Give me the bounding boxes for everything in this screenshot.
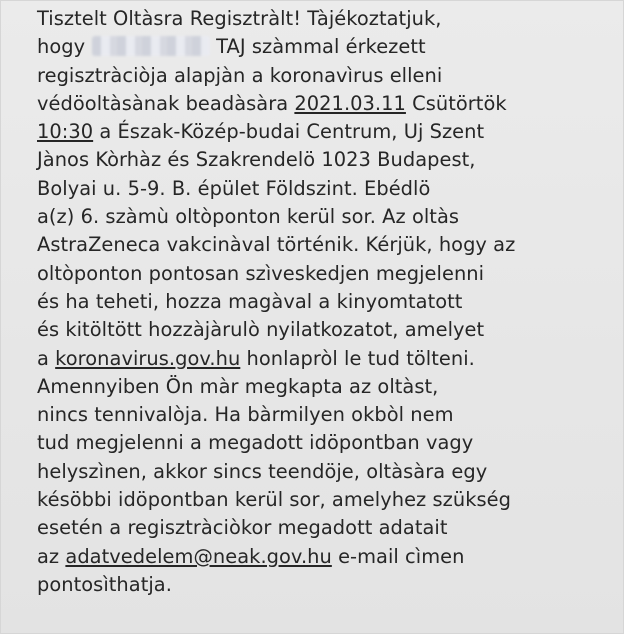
message-line-17: helyszìnen, akkor sincs teendöje, oltàsàra egy	[37, 459, 488, 483]
message-line-1: Tisztelt Oltàsra Regisztràlt! Tàjékoztatjuk,	[37, 7, 442, 30]
message-line-6: Jànos Kòrhàz és Szakrendelö 1023 Budapest,	[37, 148, 476, 172]
message-line-3: regisztràciòja alapjàn a koronavìrus elleni	[37, 63, 443, 87]
email-link[interactable]: adatvedelem@neak.gov.hu	[65, 544, 332, 568]
message-line-18: késöbbi idöpontban kerül sor, amelyhez szükség	[37, 488, 511, 512]
message-line-2: hogy TAJ szàmmal érkezett	[37, 35, 426, 59]
message-line-21: pontosìthatja.	[37, 572, 172, 596]
message-line-7: Bolyai u. 5-9. B. épület Földszint. Ebédlö	[37, 176, 431, 200]
message-line-15: nincs tennivalòja. Ha bàrmilyen okbòl nem	[37, 403, 454, 427]
message-line-13: a koronavirus.gov.hu honlapròl le tud tölteni.	[37, 346, 475, 370]
message-line-20: az adatvedelem@neak.gov.hu e-mail cìmen	[37, 544, 465, 568]
message-line-4: védöoltàsànak beadàsàra 2021.03.11 Csütörtök	[37, 91, 507, 115]
sms-message-body	[37, 5, 617, 599]
website-link[interactable]: koronavirus.gov.hu	[55, 346, 241, 370]
message-line-19: esetén a regisztràciòkor megadott adatait	[37, 516, 448, 540]
message-line-12: és kitöltött hozzàjàrulò nyilatkozatot, amelyet	[37, 318, 485, 342]
appointment-date-link[interactable]: 2021.03.11	[294, 91, 406, 115]
redacted-taj-number	[92, 36, 210, 56]
message-line-14: Amennyiben Ön màr megkapta az oltàst,	[37, 374, 439, 398]
message-line-5: 10:30 a Észak-Közép-budai Centrum, Uj Szent	[37, 120, 485, 144]
appointment-time-link[interactable]: 10:30	[37, 120, 94, 144]
message-line-11: és ha teheti, hozza magàval a kinyomtatott	[37, 289, 463, 313]
message-line-16: tud megjelenni a megadott idöpontban vagy	[37, 431, 474, 455]
message-line-9: AstraZeneca vakcinàval történik. Kérjük, hogy az	[37, 233, 516, 257]
message-line-10: oltòponton pontosan szìveskedjen megjelenni	[37, 261, 485, 285]
message-line-8: a(z) 6. szàmù oltòponton kerül sor. Az oltàs	[37, 205, 460, 229]
